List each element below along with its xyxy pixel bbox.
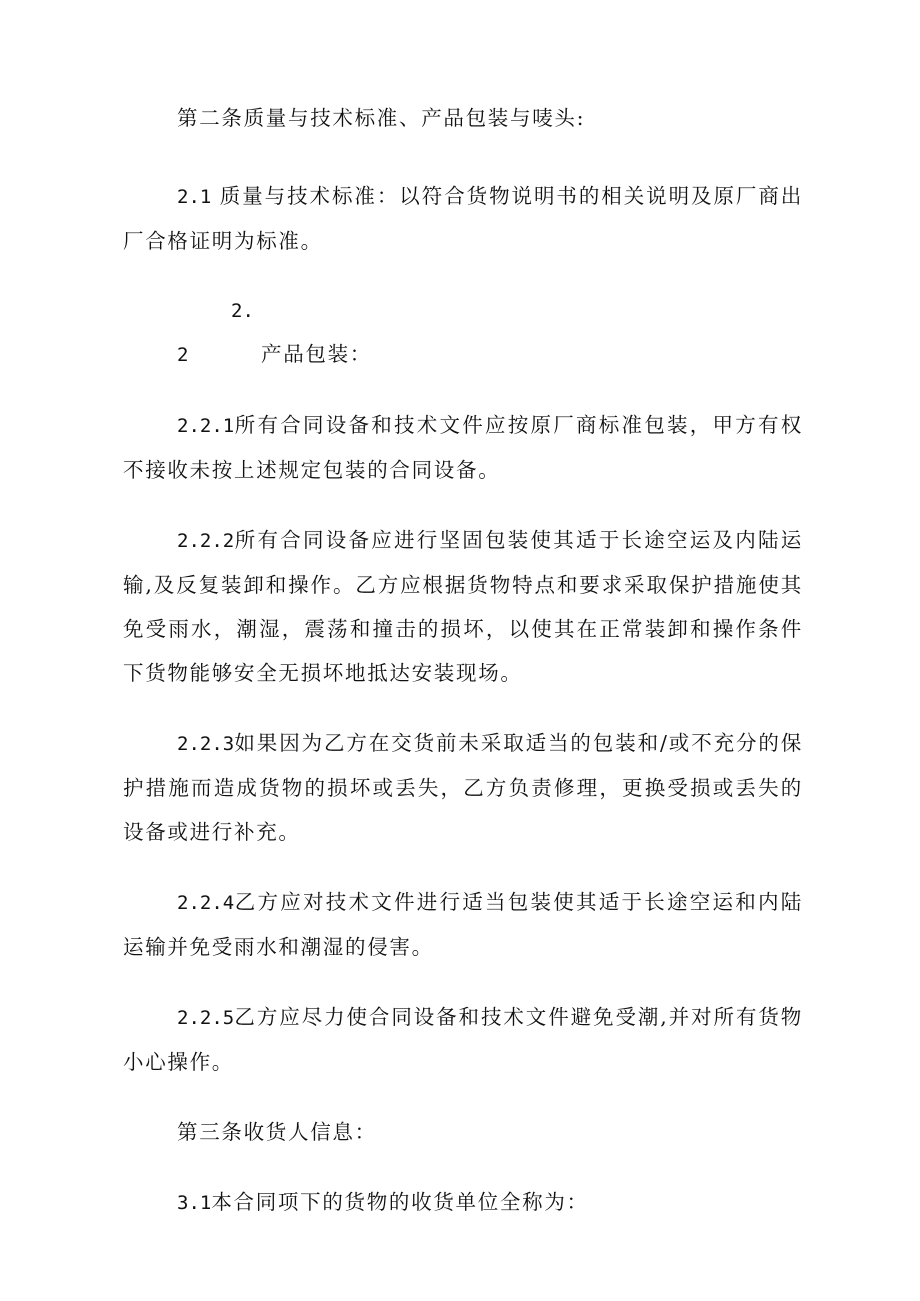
section-number: 2.2.3 <box>177 733 235 755</box>
section-2-2 <box>123 289 803 377</box>
section-number: 3.1 <box>177 1192 212 1214</box>
section-text: 所有合同设备应进行坚固包装使其适于长途空运及内陆运输,及反复装卸和操作。乙方应根据货物特点和要求采取保护措施使其免受雨水，潮湿，震荡和撞击的损坏，以使其在正常装卸和操作条件下货物能够安全无损坏地抵达安装现场。 <box>123 528 803 685</box>
section-2-2-2 <box>123 518 803 695</box>
section-number: 2.2 <box>177 300 254 366</box>
section-2-2-4 <box>123 880 803 969</box>
section-2-2-5 <box>123 995 803 1084</box>
section-number: 2.2.4 <box>177 892 235 914</box>
document-body <box>123 96 803 1225</box>
section-3-1 <box>123 1180 803 1225</box>
article-3-title: 第三条收货人信息： <box>177 1120 377 1144</box>
section-text: 所有合同设备和技术文件应按原厂商标准包装，甲方有权不接收未按上述规定包装的合同设备。 <box>123 413 803 482</box>
section-2-2-1 <box>123 403 803 492</box>
section-number: 2.2.2 <box>177 530 235 552</box>
section-2-1 <box>123 174 803 263</box>
section-text: 本合同项下的货物的收货单位全称为： <box>211 1190 589 1214</box>
section-text: 产品包装： <box>261 342 372 366</box>
section-text: 乙方应尽力使合同设备和技术文件避免受潮,并对所有货物小心操作。 <box>123 1005 803 1074</box>
section-number: 2.2.1 <box>177 415 235 437</box>
section-number: 2.2.5 <box>177 1007 235 1029</box>
section-number: 2.1 <box>177 186 212 208</box>
section-2-2-3 <box>123 721 803 854</box>
section-text: 质量与技术标准：以符合货物说明书的相关说明及原厂商出厂合格证明为标准。 <box>123 184 803 253</box>
section-text: 如果因为乙方在交货前未采取适当的包装和/或不充分的保护措施而造成货物的损坏或丢失，乙方负责修理，更换受损或丢失的设备或进行补充。 <box>123 731 803 844</box>
article-2-title: 第二条质量与技术标准、产品包装与唛头: <box>177 106 586 130</box>
section-text: 乙方应对技术文件进行适当包装使其适于长途空运和内陆运输并免受雨水和潮湿的侵害。 <box>123 890 803 959</box>
